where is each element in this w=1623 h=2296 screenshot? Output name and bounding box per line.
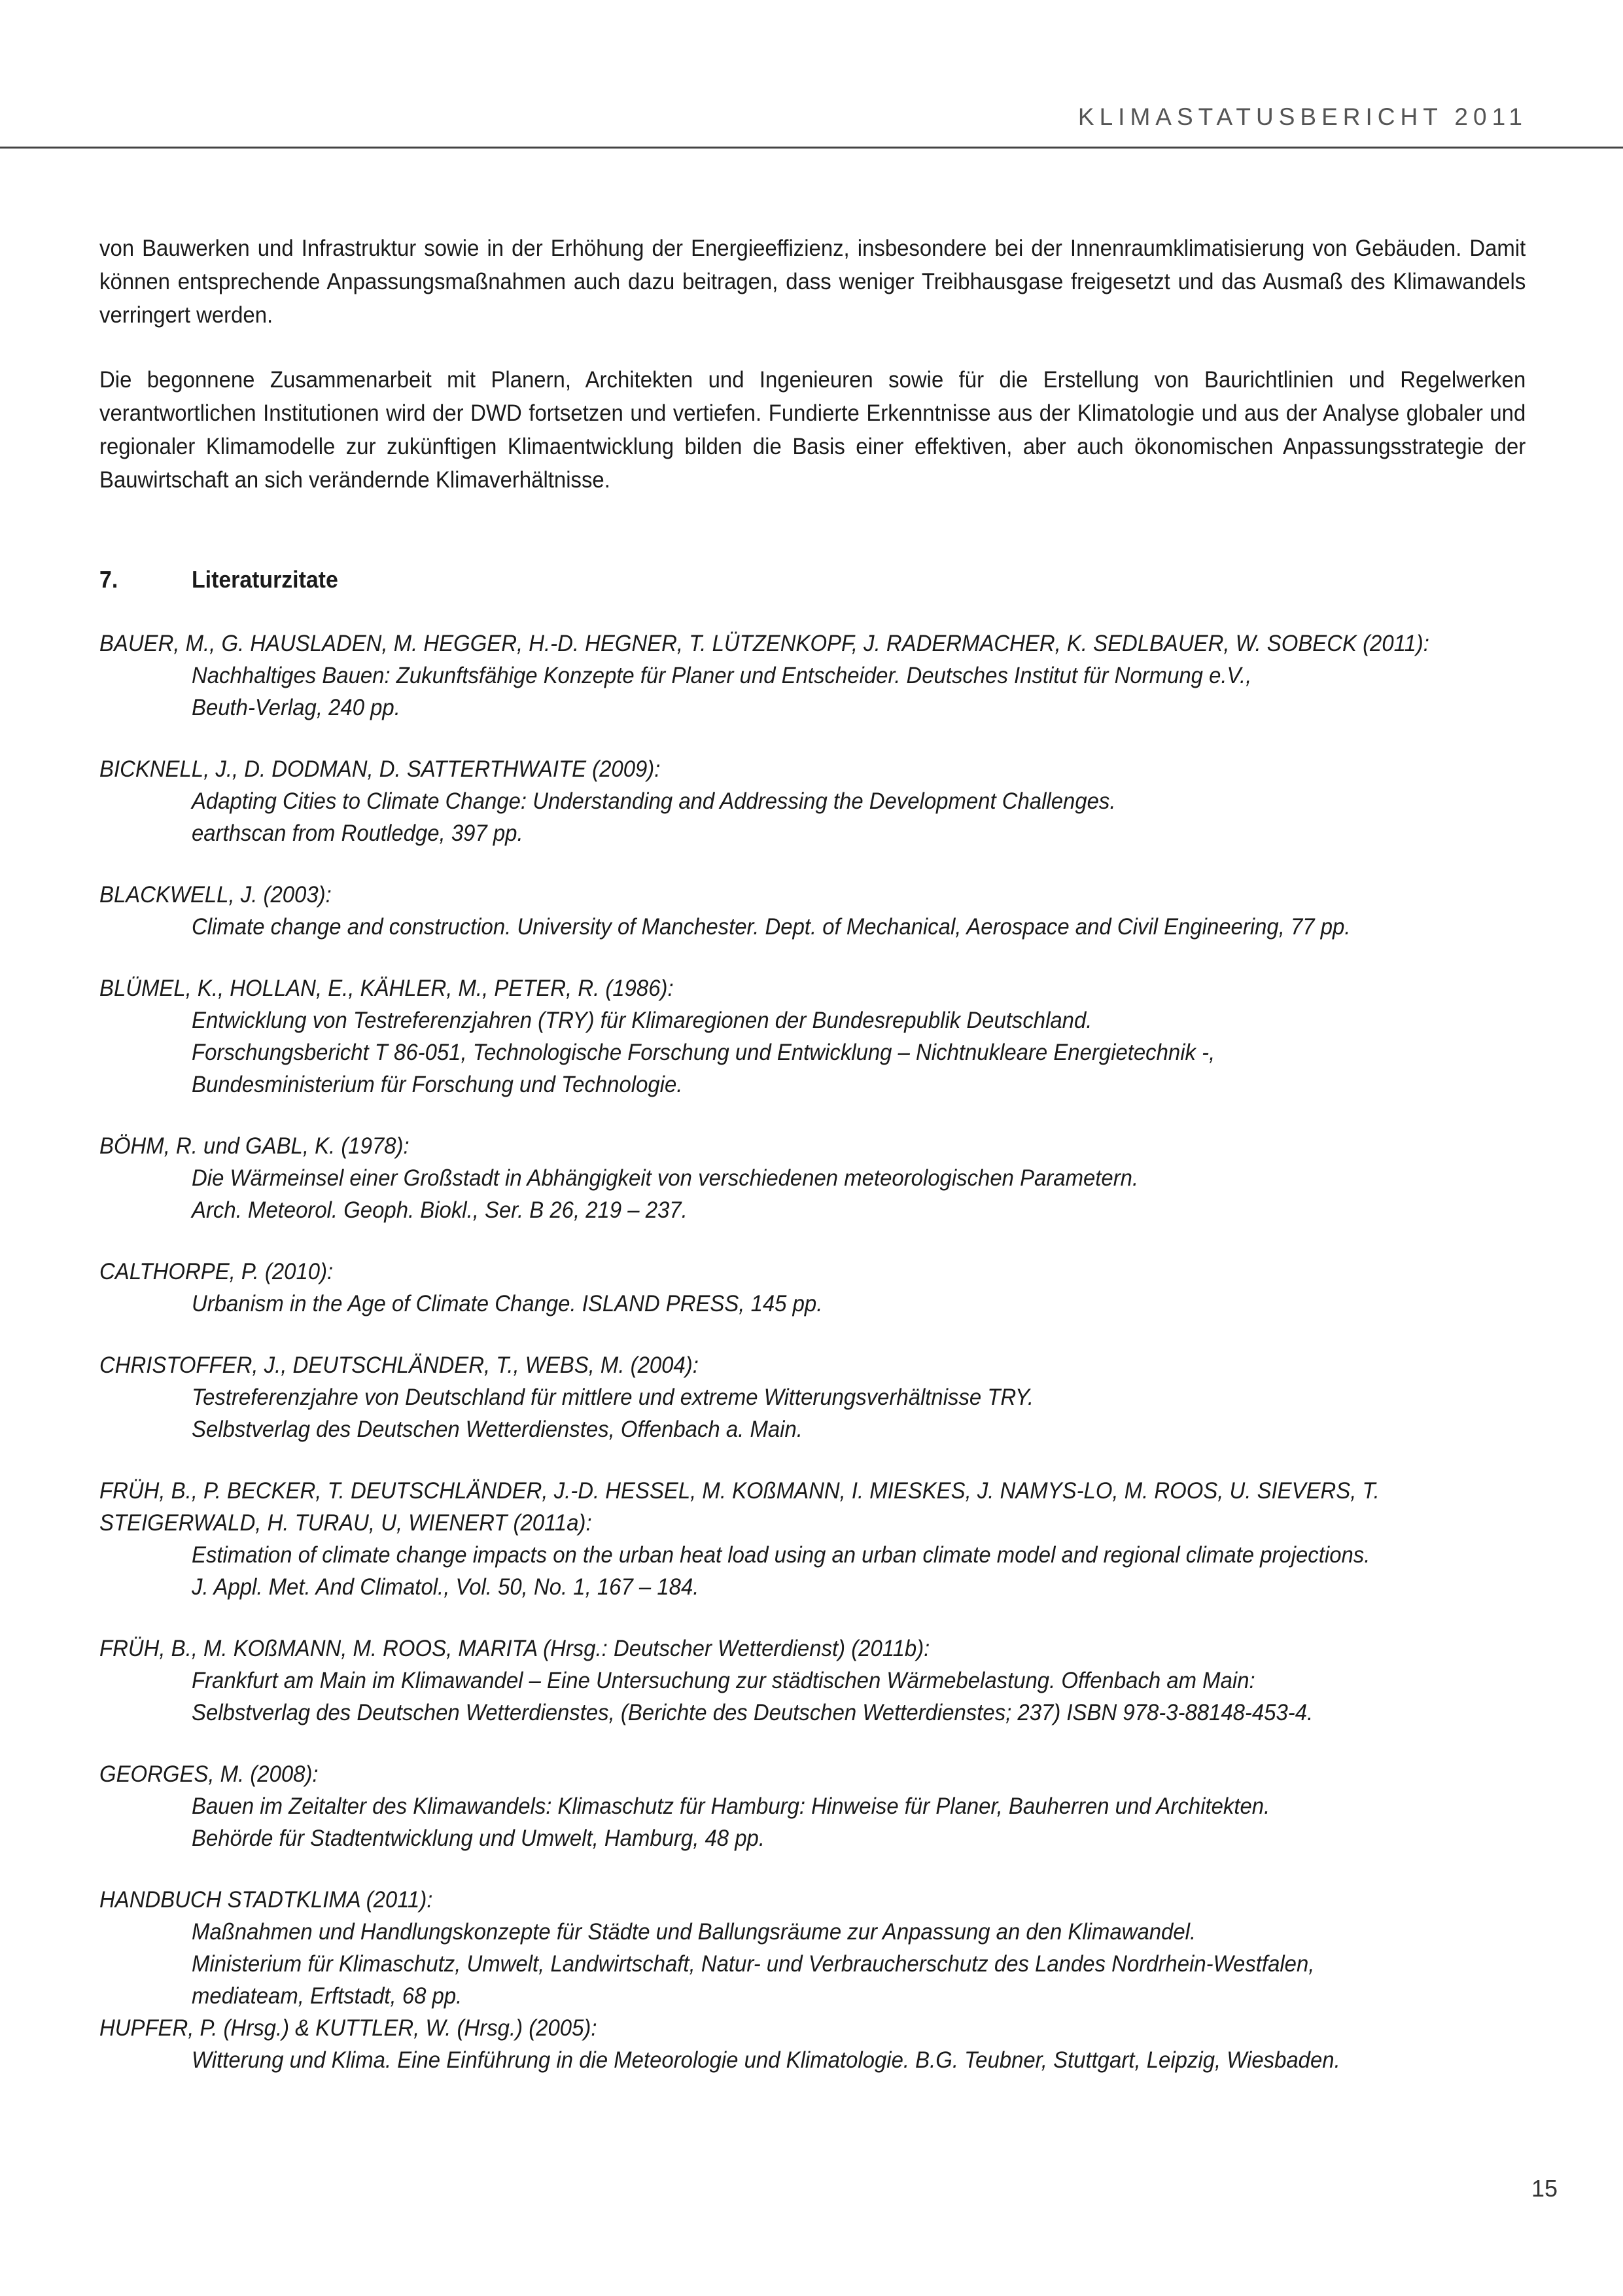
reference-entry xyxy=(99,627,1526,724)
reference-authors: BAUER, M., G. HAUSLADEN, M. HEGGER, H.-D. HEGNER, T. LÜTZENKOPF, J. RADERMACHER, K. SEDLBAUER, W. SOBECK (2011): xyxy=(99,631,1429,656)
reference-entry xyxy=(99,1475,1526,1603)
reference-entry xyxy=(99,879,1526,943)
reference-entry xyxy=(99,1884,1526,2012)
reference-authors: FRÜH, B., P. BECKER, T. DEUTSCHLÄNDER, J.-D. HESSEL, M. KOßMANN, I. MIESKES, J. NAMYS-LO, M. ROOS, U. SIEVERS, T. STEIGERWALD, H. TURAU, U, WIENERT (2011a): xyxy=(99,1478,1380,1536)
reference-authors: FRÜH, B., M. KOßMANN, M. ROOS, MARITA (Hrsg.: Deutscher Wetterdienst) (2011b): xyxy=(99,1636,930,1661)
reference-authors: HUPFER, P. (Hrsg.) & KUTTLER, W. (Hrsg.) (2005): xyxy=(99,2015,597,2041)
section-heading xyxy=(99,566,1441,593)
reference-entry xyxy=(99,1349,1526,1445)
reference-detail: Bauen im Zeitalter des Klimawandels: Klimaschutz für Hamburg: Hinweise für Planer, Bauherren und Architekten. xyxy=(192,1793,1270,1819)
reference-entry xyxy=(99,972,1526,1101)
reference-detail: Adapting Cities to Climate Change: Understanding and Addressing the Development Challenges. xyxy=(192,788,1116,814)
reference-authors: BICKNELL, J., D. DODMAN, D. SATTERTHWAITE (2009): xyxy=(99,756,661,782)
reference-detail: Behörde für Stadtentwicklung und Umwelt, Hamburg, 48 pp. xyxy=(192,1826,765,1851)
reference-authors: GEORGES, M. (2008): xyxy=(99,1761,319,1787)
reference-authors: BÖHM, R. und GABL, K. (1978): xyxy=(99,1133,410,1159)
reference-detail: Ministerium für Klimaschutz, Umwelt, Landwirtschaft, Natur- und Verbraucherschutz des Landes Nordrhein-Westfalen, xyxy=(192,1951,1315,1977)
reference-entry xyxy=(99,1256,1526,1320)
reference-entry xyxy=(99,2012,1526,2076)
reference-detail: Bundesministerium für Forschung und Technologie. xyxy=(192,1072,683,1097)
page-content xyxy=(99,232,1527,2106)
reference-detail: Frankfurt am Main im Klimawandel – Eine Untersuchung zur städtischen Wärmebelastung. Offenbach am Main: xyxy=(192,1668,1255,1693)
reference-detail: Maßnahmen und Handlungskonzepte für Städte und Ballungsräume zur Anpassung an den Klimawandel. xyxy=(192,1919,1196,1945)
reference-detail: J. Appl. Met. And Climatol., Vol. 50, No. 1, 167 – 184. xyxy=(192,1574,699,1600)
reference-authors: CALTHORPE, P. (2010): xyxy=(99,1259,334,1284)
reference-detail: Arch. Meteorol. Geoph. Biokl., Ser. B 26, 219 – 237. xyxy=(192,1197,688,1223)
reference-entry xyxy=(99,1130,1526,1226)
section-number: 7. xyxy=(99,566,118,593)
reference-authors: HANDBUCH STADTKLIMA (2011): xyxy=(99,1887,433,1913)
reference-entry xyxy=(99,1633,1526,1729)
section-title: Literaturzitate xyxy=(192,566,338,593)
reference-detail: Die Wärmeinsel einer Großstadt in Abhängigkeit von verschiedenen meteorologischen Parametern. xyxy=(192,1165,1139,1191)
reference-detail: Testreferenzjahre von Deutschland für mittlere und extreme Witterungsverhältnisse TRY. xyxy=(192,1385,1034,1410)
reference-authors: BLÜMEL, K., HOLLAN, E., KÄHLER, M., PETER, R. (1986): xyxy=(99,976,674,1001)
reference-entry xyxy=(99,1758,1526,1854)
header-rule xyxy=(0,147,1623,149)
reference-detail: Selbstverlag des Deutschen Wetterdienstes, Offenbach a. Main. xyxy=(192,1417,803,1442)
reference-detail: mediateam, Erftstadt, 68 pp. xyxy=(192,1983,462,2009)
body-paragraph: von Bauwerken und Infrastruktur sowie in der Erhöhung der Energieeffizienz, insbesondere bei der Innenraumklimatisierung von Gebäuden. Damit können entsprechende Anpassungsmaßnahmen auch dazu beitragen, dass weniger Treibhausgase freigesetzt und das Ausmaß des Klimawandels verringert werden. xyxy=(99,236,1526,328)
page-number: 15 xyxy=(1531,2175,1558,2202)
reference-detail: Selbstverlag des Deutschen Wetterdienstes, (Berichte des Deutschen Wetterdienstes; 237) ISBN 978-3-88148-453-4. xyxy=(192,1700,1314,1725)
reference-detail: Forschungsbericht T 86-051, Technologische Forschung und Entwicklung – Nichtnukleare Energietechnik -, xyxy=(192,1040,1215,1065)
body-paragraph: Die begonnene Zusammenarbeit mit Planern, Architekten und Ingenieuren sowie für die Erstellung von Baurichtlinien und Regelwerken verantwortlichen Institutionen wird der DWD fortsetzen und vertiefen. Fundierte Erkenntnisse aus der Klimatologie und aus der Analyse globaler und regionaler Klimamodelle zur zukünftigen Klimaentwicklung bilden die Basis einer effektiven, aber auch ökonomischen Anpassungsstrategie der Bauwirtschaft an sich verändernde Klimaverhältnisse. xyxy=(99,367,1526,493)
reference-authors: CHRISTOFFER, J., DEUTSCHLÄNDER, T., WEBS, M. (2004): xyxy=(99,1352,699,1378)
reference-detail: Beuth-Verlag, 240 pp. xyxy=(192,695,400,720)
reference-detail: Entwicklung von Testreferenzjahren (TRY) für Klimaregionen der Bundesrepublik Deutschland. xyxy=(192,1008,1092,1033)
reference-entry xyxy=(99,753,1526,849)
reference-detail: earthscan from Routledge, 397 pp. xyxy=(192,821,523,846)
reference-list xyxy=(99,627,1527,2076)
reference-detail: Witterung und Klima. Eine Einführung in die Meteorologie und Klimatologie. B.G. Teubner, Stuttgart, Leipzig, Wiesbaden. xyxy=(192,2047,1340,2073)
running-header: KLIMASTATUSBERICHT 2011 xyxy=(1077,103,1527,130)
reference-authors: BLACKWELL, J. (2003): xyxy=(99,882,332,908)
reference-detail: Nachhaltiges Bauen: Zukunftsfähige Konzepte für Planer und Entscheider. Deutsches Institut für Normung e.V., xyxy=(192,663,1252,688)
reference-detail: Estimation of climate change impacts on the urban heat load using an urban climate model and regional climate projections. xyxy=(192,1542,1370,1568)
reference-detail: Urbanism in the Age of Climate Change. ISLAND PRESS, 145 pp. xyxy=(192,1291,823,1316)
reference-detail: Climate change and construction. University of Manchester. Dept. of Mechanical, Aerospace and Civil Engineering, 77 pp. xyxy=(192,914,1351,940)
